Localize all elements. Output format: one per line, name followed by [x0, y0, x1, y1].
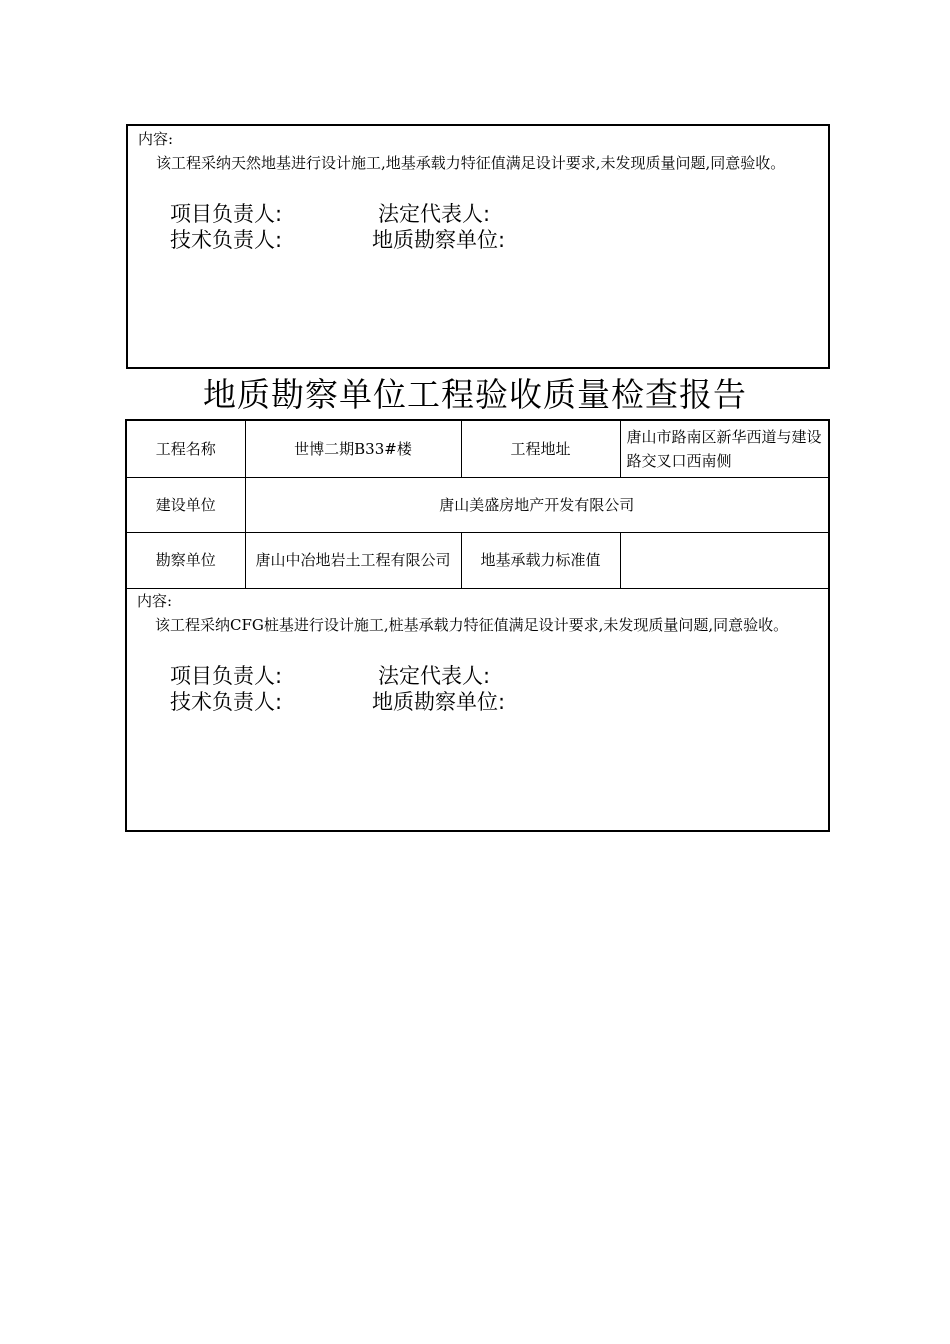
construction-unit-value: 唐山美盛房地产开发有限公司	[245, 477, 828, 532]
project-name-value: 世博二期B33#楼	[245, 421, 461, 477]
bearing-capacity-value	[620, 532, 828, 588]
top-content-box	[126, 124, 830, 369]
survey-unit-label: 地质勘察单位:	[372, 228, 506, 252]
survey-unit-label-cell: 勘察单位	[127, 532, 245, 588]
project-leader-label: 项目负责人:	[170, 202, 283, 226]
content-label: 内容:	[138, 130, 174, 148]
table-row	[127, 421, 828, 477]
bearing-capacity-label: 地基承载力标准值	[461, 532, 620, 588]
survey-unit-value: 唐山中冶地岩土工程有限公司	[245, 532, 461, 588]
content-label: 内容:	[137, 592, 173, 610]
project-address-label: 工程地址	[461, 421, 620, 477]
tech-leader-label: 技术负责人:	[170, 228, 283, 252]
tech-leader-label: 技术负责人:	[170, 690, 283, 714]
report-box	[125, 419, 830, 832]
survey-unit-label: 地质勘察单位:	[372, 690, 506, 714]
project-address-value: 唐山市路南区新华西道与建设路交叉口西南侧	[620, 421, 828, 477]
report-info-table	[127, 421, 828, 589]
report-title: 地质勘察单位工程验收质量检查报告	[203, 375, 747, 414]
report-content-area	[127, 588, 828, 830]
content-text: 该工程采纳CFG桩基进行设计施工,桩基承载力特征值满足设计要求,未发现质量问题,同意验收。	[155, 616, 789, 634]
content-text: 该工程采纳天然地基进行设计施工,地基承载力特征值满足设计要求,未发现质量问题,同意验收。	[156, 154, 786, 172]
construction-unit-label: 建设单位	[127, 477, 245, 532]
legal-rep-label: 法定代表人:	[378, 202, 491, 226]
table-row	[127, 477, 828, 532]
project-leader-label: 项目负责人:	[170, 664, 283, 688]
table-row	[127, 532, 828, 588]
project-name-label: 工程名称	[127, 421, 245, 477]
legal-rep-label: 法定代表人:	[378, 664, 491, 688]
